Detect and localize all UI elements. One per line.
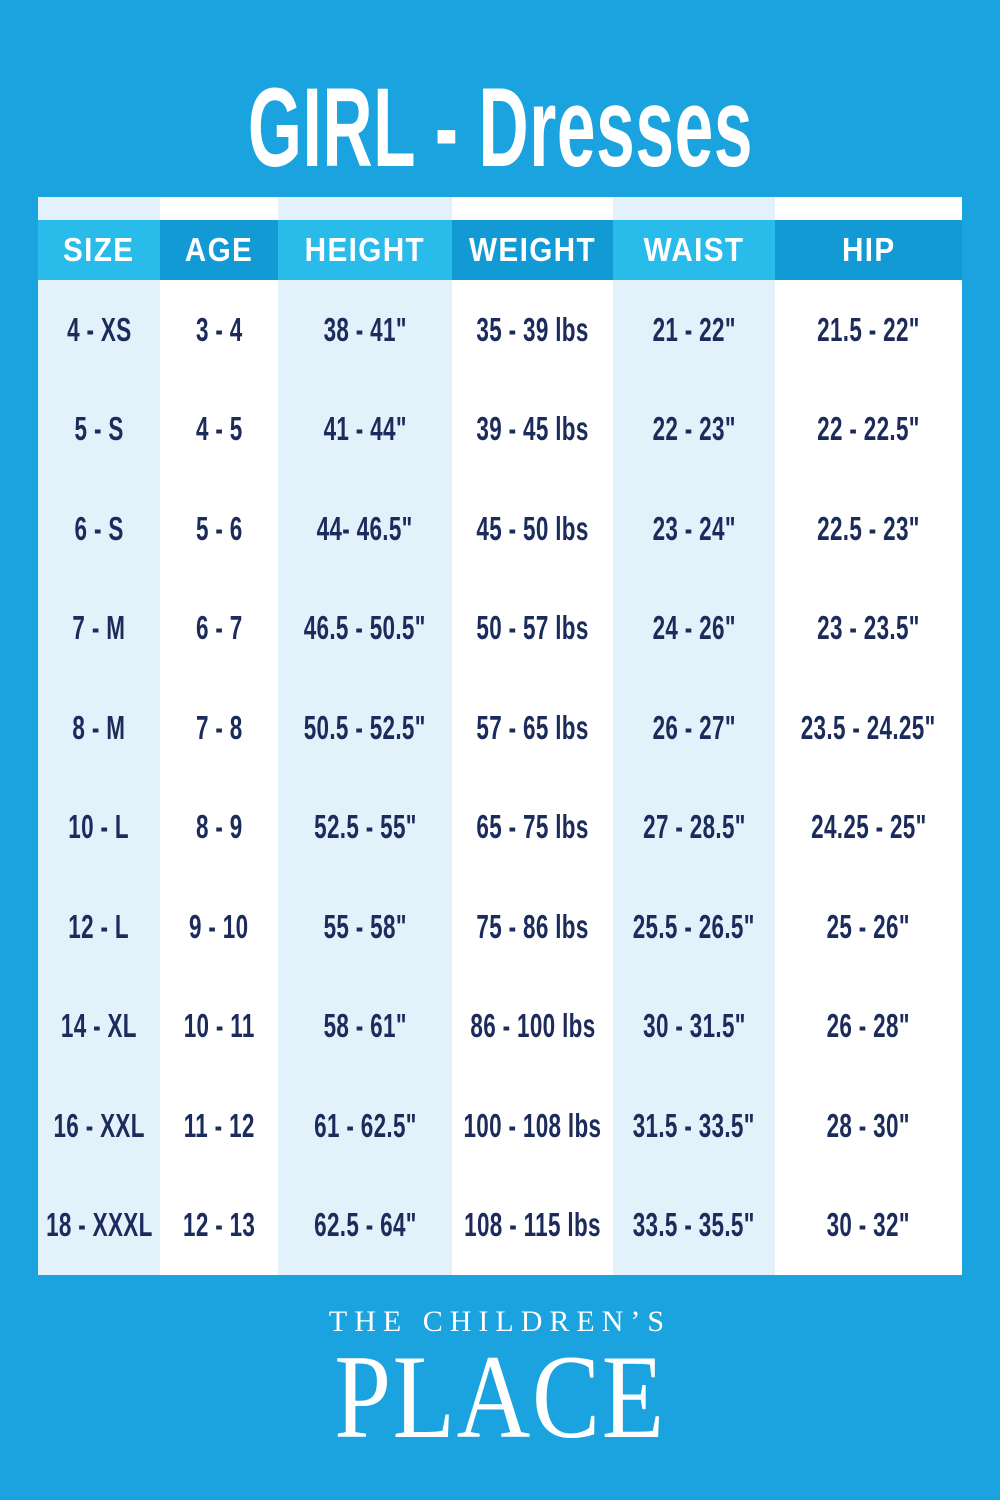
cell-hip: 23 - 23.5" [775,579,962,679]
column-band [452,197,613,220]
column-header-weight: WEIGHT [452,220,613,280]
cell-size: 8 - M [38,678,160,778]
column-band [278,197,452,220]
cell-waist: 27 - 28.5" [613,778,775,878]
cell-age: 5 - 6 [160,479,278,579]
cell-weight: 57 - 65 lbs [452,678,613,778]
cell-age: 4 - 5 [160,380,278,480]
cell-waist: 26 - 27" [613,678,775,778]
column-header-hip: HIP [775,220,962,280]
column-header-age: AGE [160,220,278,280]
cell-size: 18 - XXXL [38,1176,160,1276]
cell-hip: 26 - 28" [775,977,962,1077]
cell-hip: 23.5 - 24.25" [775,678,962,778]
column-band [775,197,962,220]
cell-height: 44- 46.5" [278,479,452,579]
cell-hip: 28 - 30" [775,1076,962,1176]
cell-age: 10 - 11 [160,977,278,1077]
cell-hip: 24.25 - 25" [775,778,962,878]
column-band [160,197,278,220]
cell-weight: 50 - 57 lbs [452,579,613,679]
cell-hip: 22.5 - 23" [775,479,962,579]
cell-height: 52.5 - 55" [278,778,452,878]
cell-height: 50.5 - 52.5" [278,678,452,778]
cell-size: 10 - L [38,778,160,878]
cell-weight: 100 - 108 lbs [452,1076,613,1176]
cell-height: 38 - 41" [278,280,452,380]
cell-hip: 22 - 22.5" [775,380,962,480]
cell-waist: 23 - 24" [613,479,775,579]
cell-weight: 86 - 100 lbs [452,977,613,1077]
brand-logo-bottom-line: PLACE [334,1330,666,1463]
column-band [613,197,775,220]
cell-size: 6 - S [38,479,160,579]
cell-weight: 45 - 50 lbs [452,479,613,579]
column-header-size: SIZE [38,220,160,280]
cell-waist: 25.5 - 26.5" [613,877,775,977]
page-title [0,55,1000,200]
page-title-text: GIRL - Dresses [247,65,753,190]
cell-age: 12 - 13 [160,1176,278,1276]
cell-hip: 21.5 - 22" [775,280,962,380]
cell-height: 62.5 - 64" [278,1176,452,1276]
cell-age: 9 - 10 [160,877,278,977]
cell-age: 8 - 9 [160,778,278,878]
cell-waist: 22 - 23" [613,380,775,480]
cell-size: 5 - S [38,380,160,480]
cell-height: 61 - 62.5" [278,1076,452,1176]
cell-size: 12 - L [38,877,160,977]
cell-weight: 65 - 75 lbs [452,778,613,878]
cell-waist: 30 - 31.5" [613,977,775,1077]
column-header-height: HEIGHT [278,220,452,280]
cell-waist: 31.5 - 33.5" [613,1076,775,1176]
cell-age: 11 - 12 [160,1076,278,1176]
cell-age: 6 - 7 [160,579,278,679]
cell-height: 41 - 44" [278,380,452,480]
cell-weight: 39 - 45 lbs [452,380,613,480]
cell-age: 7 - 8 [160,678,278,778]
column-header-waist: WAIST [613,220,775,280]
column-band [38,197,160,220]
brand-logo [0,1305,1000,1463]
cell-weight: 75 - 86 lbs [452,877,613,977]
cell-size: 16 - XXL [38,1076,160,1176]
cell-size: 4 - XS [38,280,160,380]
cell-age: 3 - 4 [160,280,278,380]
cell-waist: 24 - 26" [613,579,775,679]
cell-height: 58 - 61" [278,977,452,1077]
cell-height: 55 - 58" [278,877,452,977]
brand-logo-top-line: THE CHILDREN’S [328,1305,672,1338]
cell-weight: 108 - 115 lbs [452,1176,613,1276]
size-chart-table [38,197,962,1275]
cell-hip: 30 - 32" [775,1176,962,1276]
cell-hip: 25 - 26" [775,877,962,977]
cell-height: 46.5 - 50.5" [278,579,452,679]
cell-waist: 33.5 - 35.5" [613,1176,775,1276]
cell-waist: 21 - 22" [613,280,775,380]
cell-size: 14 - XL [38,977,160,1077]
cell-weight: 35 - 39 lbs [452,280,613,380]
cell-size: 7 - M [38,579,160,679]
